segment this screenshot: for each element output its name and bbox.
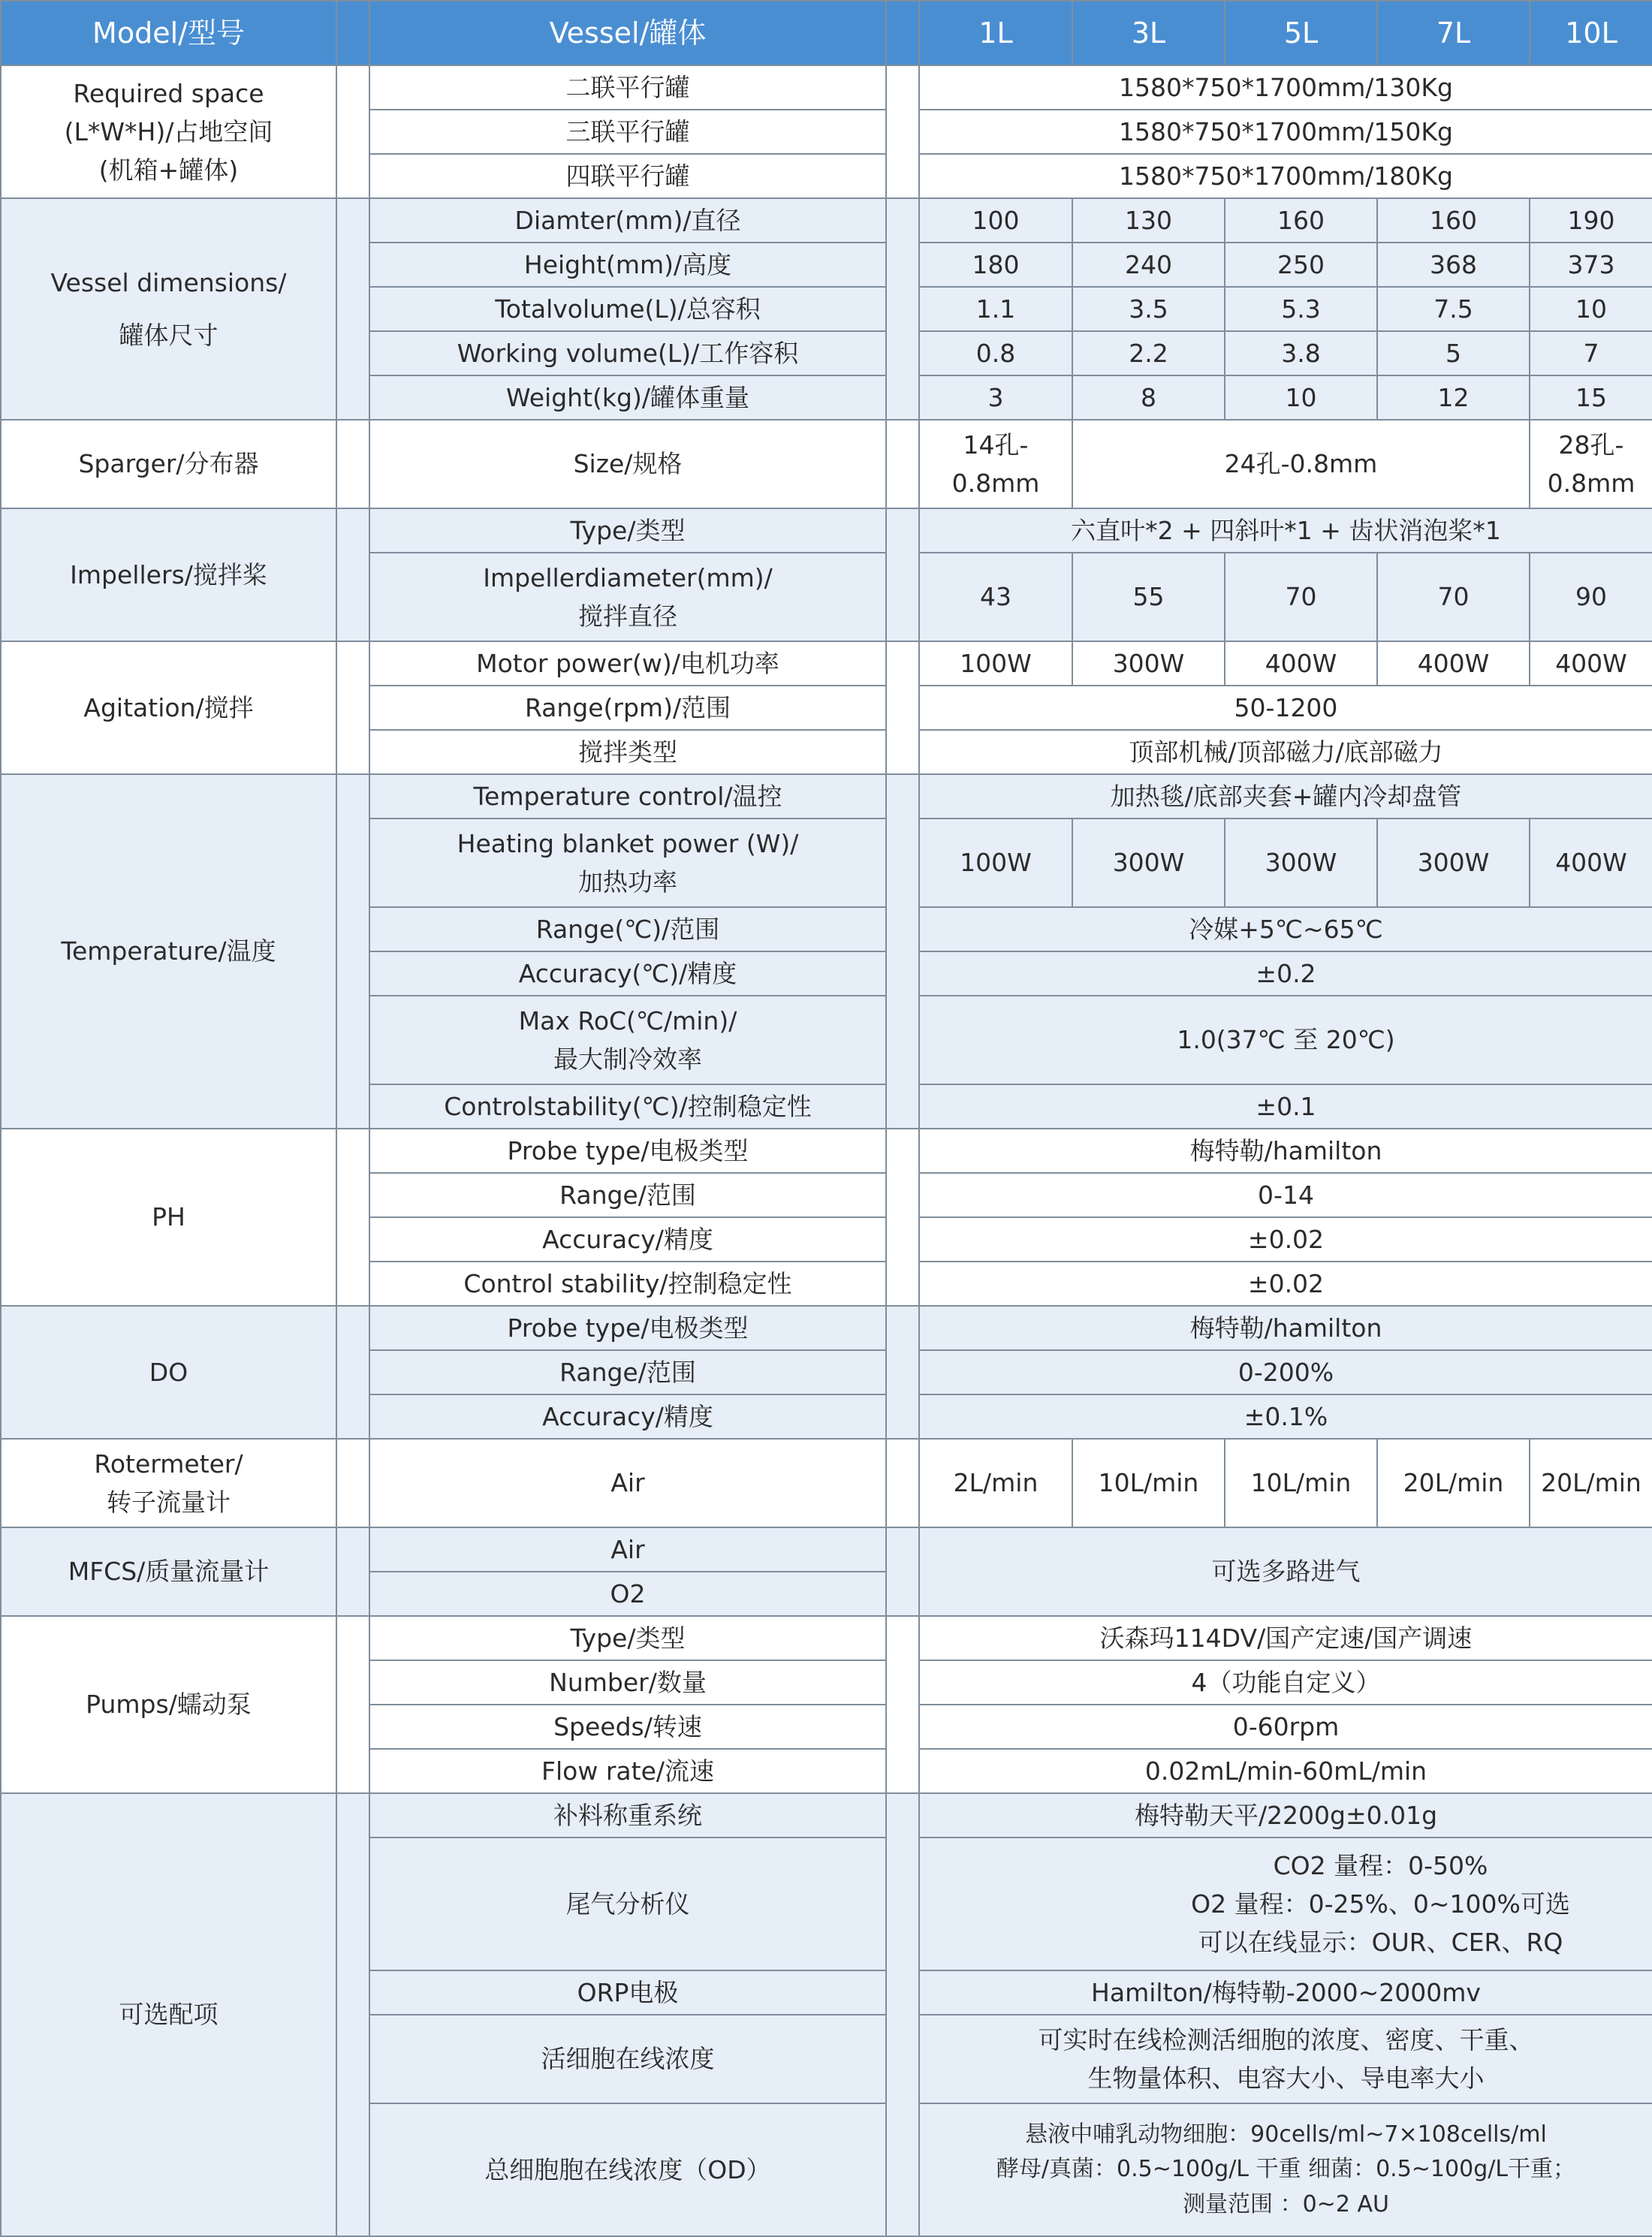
value-cell: 100W xyxy=(919,819,1072,907)
gap-cell xyxy=(886,65,919,198)
section-ph: PH xyxy=(1,1129,336,1306)
sub-label: Controlstability(℃)/控制稳定性 xyxy=(369,1084,886,1129)
value-cell: 5 xyxy=(1377,331,1530,375)
value-cell: 悬液中哺乳动物细胞：90cells/ml~7×108cells/ml 酵母/真菌：0.5~100g/L 干重 细菌：0.5~100g/L干重； 测量范围 ：0~2 AU xyxy=(919,2103,1652,2236)
header-size-7l: 7L xyxy=(1377,1,1530,65)
value-cell: 70 xyxy=(1377,553,1530,641)
sub-label: 搅拌类型 xyxy=(369,730,886,774)
gap-cell xyxy=(336,65,369,198)
sub-label: 四联平行罐 xyxy=(369,154,886,198)
section-mfcs: MFCS/质量流量计 xyxy=(1,1527,336,1616)
value-cell: 10 xyxy=(1530,287,1652,331)
gap-cell xyxy=(886,198,919,420)
value-cell: 28孔- 0.8mm xyxy=(1530,420,1652,508)
value-cell: 2L/min xyxy=(919,1439,1072,1527)
sub-label: Accuracy/精度 xyxy=(369,1394,886,1439)
gap-cell xyxy=(886,1439,919,1527)
value-cell: 373 xyxy=(1530,243,1652,287)
gap-cell xyxy=(336,1439,369,1527)
value-cell: 7 xyxy=(1530,331,1652,375)
sub-label: Accuracy/精度 xyxy=(369,1217,886,1262)
gap-cell xyxy=(886,1527,919,1616)
value-cell: 300W xyxy=(1072,641,1225,686)
section-agitation: Agitation/搅拌 xyxy=(1,641,336,774)
value-cell: 六直叶*2 + 四斜叶*1 + 齿状消泡桨*1 xyxy=(919,508,1652,553)
sub-label: Type/类型 xyxy=(369,1616,886,1660)
gap-cell xyxy=(886,1129,919,1306)
value-cell: 180 xyxy=(919,243,1072,287)
value-cell: 7.5 xyxy=(1377,287,1530,331)
value-cell: ±0.1% xyxy=(919,1394,1652,1439)
section-pumps: Pumps/蠕动泵 xyxy=(1,1616,336,1793)
value-cell: 顶部机械/顶部磁力/底部磁力 xyxy=(919,730,1652,774)
gap-cell xyxy=(336,1306,369,1439)
sub-label: Accuracy(℃)/精度 xyxy=(369,951,886,996)
value-cell: 20L/min xyxy=(1377,1439,1530,1527)
sub-label: Speeds/转速 xyxy=(369,1705,886,1749)
value-cell: 梅特勒/hamilton xyxy=(919,1306,1652,1350)
value-cell: 20L/min xyxy=(1530,1439,1652,1527)
sub-label: Working volume(L)/工作容积 xyxy=(369,331,886,375)
section-temperature: Temperature/温度 xyxy=(1,774,336,1129)
sub-label: Range/范围 xyxy=(369,1173,886,1217)
sub-label: Heating blanket power (W)/ 加热功率 xyxy=(369,819,886,907)
value-cell: 8 xyxy=(1072,375,1225,420)
value-cell: 160 xyxy=(1225,198,1377,243)
header-size-1l: 1L xyxy=(919,1,1072,65)
value-cell: 4（功能自定义） xyxy=(919,1660,1652,1705)
gap-cell xyxy=(336,1793,369,2236)
gap-cell xyxy=(336,1616,369,1793)
value-cell: 100 xyxy=(919,198,1072,243)
gap-cell xyxy=(886,1306,919,1439)
value-cell: 43 xyxy=(919,553,1072,641)
value-cell: 10L/min xyxy=(1225,1439,1377,1527)
value-cell: 14孔- 0.8mm xyxy=(919,420,1072,508)
value-cell: 梅特勒/hamilton xyxy=(919,1129,1652,1173)
value-cell: 冷媒+5℃~65℃ xyxy=(919,907,1652,951)
sub-label: Type/类型 xyxy=(369,508,886,553)
value-cell: 400W xyxy=(1530,641,1652,686)
section-sparger: Sparger/分布器 xyxy=(1,420,336,508)
sub-label: 三联平行罐 xyxy=(369,110,886,154)
sub-label: Motor power(w)/电机功率 xyxy=(369,641,886,686)
gap-cell xyxy=(336,774,369,1129)
sub-label: Temperature control/温控 xyxy=(369,774,886,819)
value-cell: 400W xyxy=(1530,819,1652,907)
header-size-10l: 10L xyxy=(1530,1,1652,65)
value-cell: 5.3 xyxy=(1225,287,1377,331)
header-gap xyxy=(336,1,369,65)
sub-label: 活细胞在线浓度 xyxy=(369,2015,886,2103)
sub-label: Max RoC(℃/min)/ 最大制冷效率 xyxy=(369,996,886,1084)
value-cell: 15 xyxy=(1530,375,1652,420)
gap-cell xyxy=(886,420,919,508)
value-cell: 1.0(37℃ 至 20℃) xyxy=(919,996,1652,1084)
value-cell: 3 xyxy=(919,375,1072,420)
sub-label: Height(mm)/高度 xyxy=(369,243,886,287)
header-size-3l: 3L xyxy=(1072,1,1225,65)
gap-cell xyxy=(336,641,369,774)
value-cell: 1580*750*1700mm/180Kg xyxy=(919,154,1652,198)
sub-label: Diamter(mm)/直径 xyxy=(369,198,886,243)
section-vessel-dimensions: Vessel dimensions/ 罐体尺寸 xyxy=(1,198,336,420)
gap-cell xyxy=(886,508,919,641)
value-cell: 50-1200 xyxy=(919,686,1652,730)
value-cell: 160 xyxy=(1377,198,1530,243)
value-cell: 70 xyxy=(1225,553,1377,641)
section-rotameter: Rotermeter/ 转子流量计 xyxy=(1,1439,336,1527)
gap-cell xyxy=(336,420,369,508)
header-gap xyxy=(886,1,919,65)
value-cell: 0-200% xyxy=(919,1350,1652,1394)
value-cell: 240 xyxy=(1072,243,1225,287)
sub-label: Size/规格 xyxy=(369,420,886,508)
sub-label: Air xyxy=(369,1439,886,1527)
sub-label: Probe type/电极类型 xyxy=(369,1306,886,1350)
sub-label: O2 xyxy=(369,1572,886,1616)
sub-label: Totalvolume(L)/总容积 xyxy=(369,287,886,331)
gap-cell xyxy=(886,1793,919,2236)
value-cell: Hamilton/梅特勒-2000~2000mv xyxy=(919,1970,1652,2015)
section-optional: 可选配项 xyxy=(1,1793,336,2236)
sub-label: 二联平行罐 xyxy=(369,65,886,110)
section-impellers: Impellers/搅拌桨 xyxy=(1,508,336,641)
gap-cell xyxy=(336,1129,369,1306)
value-cell: 3.8 xyxy=(1225,331,1377,375)
value-cell: 0.02mL/min-60mL/min xyxy=(919,1749,1652,1793)
value-cell: 1580*750*1700mm/130Kg xyxy=(919,65,1652,110)
value-cell: 1.1 xyxy=(919,287,1072,331)
value-cell: 加热毯/底部夹套+罐内冷却盘管 xyxy=(919,774,1652,819)
value-cell: 55 xyxy=(1072,553,1225,641)
value-cell: 0-14 xyxy=(919,1173,1652,1217)
value-cell: 0-60rpm xyxy=(919,1705,1652,1749)
value-cell: ±0.02 xyxy=(919,1262,1652,1306)
value-cell: 90 xyxy=(1530,553,1652,641)
sub-label: Weight(kg)/罐体重量 xyxy=(369,375,886,420)
sub-label: ORP电极 xyxy=(369,1970,886,2015)
value-cell: 1580*750*1700mm/150Kg xyxy=(919,110,1652,154)
sub-label: Flow rate/流速 xyxy=(369,1749,886,1793)
gap-cell xyxy=(336,508,369,641)
sub-label: Impellerdiameter(mm)/ 搅拌直径 xyxy=(369,553,886,641)
value-cell: 368 xyxy=(1377,243,1530,287)
value-cell: 400W xyxy=(1377,641,1530,686)
value-cell: 0.8 xyxy=(919,331,1072,375)
value-cell: 300W xyxy=(1377,819,1530,907)
sub-label: 尾气分析仪 xyxy=(369,1838,886,1970)
value-cell: 130 xyxy=(1072,198,1225,243)
value-cell: 300W xyxy=(1225,819,1377,907)
gap-cell xyxy=(886,774,919,1129)
value-cell: 3.5 xyxy=(1072,287,1225,331)
sub-label: Probe type/电极类型 xyxy=(369,1129,886,1173)
section-do: DO xyxy=(1,1306,336,1439)
header-vessel: Vessel/罐体 xyxy=(369,1,886,65)
value-cell: ±0.1 xyxy=(919,1084,1652,1129)
header-size-5l: 5L xyxy=(1225,1,1377,65)
value-cell: 12 xyxy=(1377,375,1530,420)
sub-label: Range/范围 xyxy=(369,1350,886,1394)
value-cell: 24孔-0.8mm xyxy=(1072,420,1530,508)
sub-label: Range(℃)/范围 xyxy=(369,907,886,951)
value-cell: ±0.02 xyxy=(919,1217,1652,1262)
value-cell: 100W xyxy=(919,641,1072,686)
value-cell: 190 xyxy=(1530,198,1652,243)
value-cell: 10 xyxy=(1225,375,1377,420)
sub-label: Range(rpm)/范围 xyxy=(369,686,886,730)
value-cell: 300W xyxy=(1072,819,1225,907)
sub-label: 补料称重系统 xyxy=(369,1793,886,1838)
sub-label: Control stability/控制稳定性 xyxy=(369,1262,886,1306)
gap-cell xyxy=(336,198,369,420)
sub-label: Number/数量 xyxy=(369,1660,886,1705)
value-cell: 2.2 xyxy=(1072,331,1225,375)
sub-label: Air xyxy=(369,1527,886,1572)
header-model: Model/型号 xyxy=(1,1,336,65)
gap-cell xyxy=(336,1527,369,1616)
value-cell: 250 xyxy=(1225,243,1377,287)
value-cell: 400W xyxy=(1225,641,1377,686)
value-cell: 10L/min xyxy=(1072,1439,1225,1527)
value-cell: 沃森玛114DV/国产定速/国产调速 xyxy=(919,1616,1652,1660)
value-cell: 可实时在线检测活细胞的浓度、密度、干重、 生物量体积、电容大小、导电率大小 xyxy=(919,2015,1652,2103)
value-cell: ±0.2 xyxy=(919,951,1652,996)
sub-label: 总细胞胞在线浓度（OD） xyxy=(369,2103,886,2236)
section-required-space: Required space (L*W*H)/占地空间 (机箱+罐体) xyxy=(1,65,336,198)
value-cell: CO2 量程：0-50% O2 量程：0-25%、0~100%可选 可以在线显示：OUR、CER、RQ xyxy=(919,1838,1652,1970)
value-cell: 可选多路进气 xyxy=(919,1527,1652,1616)
gap-cell xyxy=(886,641,919,774)
gap-cell xyxy=(886,1616,919,1793)
value-cell: 梅特勒天平/2200g±0.01g xyxy=(919,1793,1652,1838)
